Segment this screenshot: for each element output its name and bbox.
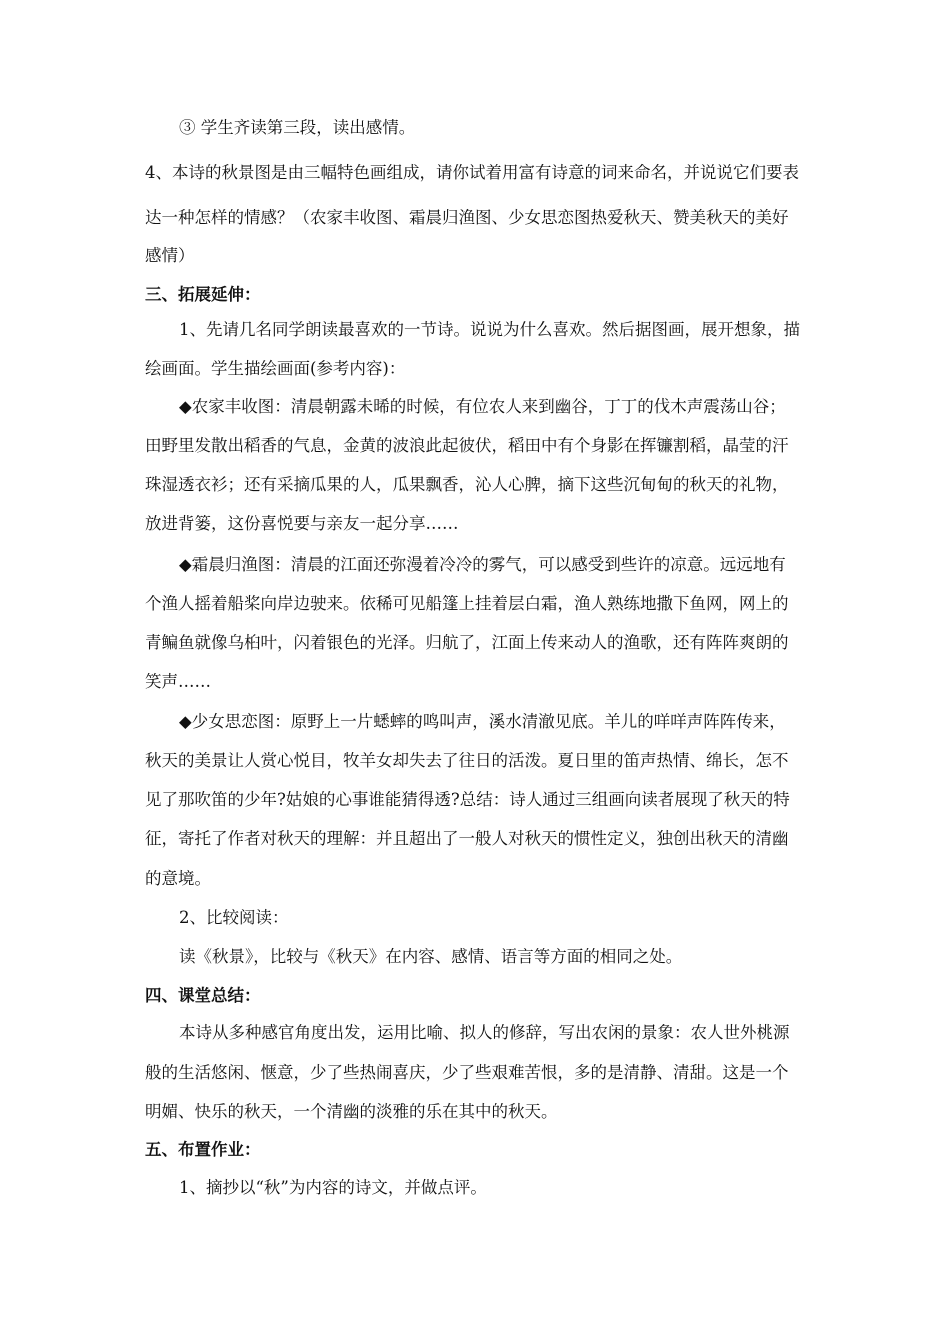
- text-line: 珠湿透衣衫；还有采摘瓜果的人，瓜果飘香，沁人心脾，摘下这些沉甸甸的秋天的礼物，: [145, 475, 789, 494]
- section-heading: 五、布置作业：: [145, 1140, 261, 1159]
- text-line: 读《秋景》，比较与《秋天》在内容、感情、语言等方面的相同之处。: [179, 947, 683, 966]
- text-line: 见了那吹笛的少年?姑娘的心事谁能猜得透?总结：诗人通过三组画向读者展现了秋天的特: [145, 790, 790, 809]
- text-line: 秋天的美景让人赏心悦目，牧羊女却失去了往日的活泼。夏日里的笛声热情、绵长，怎不: [145, 751, 789, 770]
- text-line: 感情）: [145, 246, 195, 265]
- text-line: 田野里发散出稻香的气息，金黄的波浪此起彼伏，稻田中有个身影在挥镰割稻，晶莹的汗: [145, 436, 789, 455]
- text-line: 笑声……: [145, 672, 211, 691]
- text-line: 的意境。: [145, 869, 211, 888]
- text-line: 本诗从多种感官角度出发，运用比喻、拟人的修辞，写出农闲的景象：农人世外桃源: [179, 1023, 790, 1042]
- text-line: 青鳊鱼就像乌桕叶，闪着银色的光泽。归航了，江面上传来动人的渔歌，还有阵阵爽朗的: [145, 633, 789, 652]
- text-line: ③ 学生齐读第三段，读出感情。: [179, 118, 416, 137]
- text-line: 放进背篓，这份喜悦要与亲友一起分享……: [145, 514, 459, 533]
- text-line: 绘画面。学生描绘画面(参考内容)：: [145, 359, 406, 378]
- text-line: 般的生活悠闲、惬意，少了些热闹喜庆，少了些艰难苦恨，多的是清静、清甜。这是一个: [145, 1063, 789, 1082]
- text-line: 征，寄托了作者对秋天的理解：并且超出了一般人对秋天的惯性定义，独创出秋天的清幽: [145, 829, 789, 848]
- text-line: 达一种怎样的情感？（农家丰收图、霜晨归渔图、少女思恋图热爱秋天、赞美秋天的美好: [145, 208, 789, 227]
- text-line: 明媚、快乐的秋天，一个清幽的淡雅的乐在其中的秋天。: [145, 1102, 558, 1121]
- text-line: ◆少女思恋图：原野上一片蟋蟀的鸣叫声，溪水清澈见底。羊儿的咩咩声阵阵传来，: [179, 712, 786, 731]
- text-line: 1、先请几名同学朗读最喜欢的一节诗。说说为什么喜欢。然后据图画，展开想象，描: [179, 320, 800, 339]
- section-heading: 三、拓展延伸：: [145, 285, 261, 304]
- section-heading: 四、课堂总结：: [145, 986, 261, 1005]
- text-line: 2、比较阅读：: [179, 908, 289, 927]
- text-line: ◆霜晨归渔图：清晨的江面还弥漫着冷冷的雾气，可以感受到些许的凉意。远远地有: [179, 555, 786, 574]
- text-line: ◆农家丰收图：清晨朝露未晞的时候，有位农人来到幽谷，丁丁的伐木声震荡山谷；: [179, 397, 786, 416]
- text-line: 1、摘抄以“秋”为内容的诗文，并做点评。: [179, 1178, 487, 1197]
- text-line: 个渔人摇着船桨向岸边驶来。依稀可见船篷上挂着层白霜，渔人熟练地撒下鱼网，网上的: [145, 594, 789, 613]
- text-line: 4、本诗的秋景图是由三幅特色画组成，请你试着用富有诗意的词来命名，并说说它们要表: [145, 163, 799, 182]
